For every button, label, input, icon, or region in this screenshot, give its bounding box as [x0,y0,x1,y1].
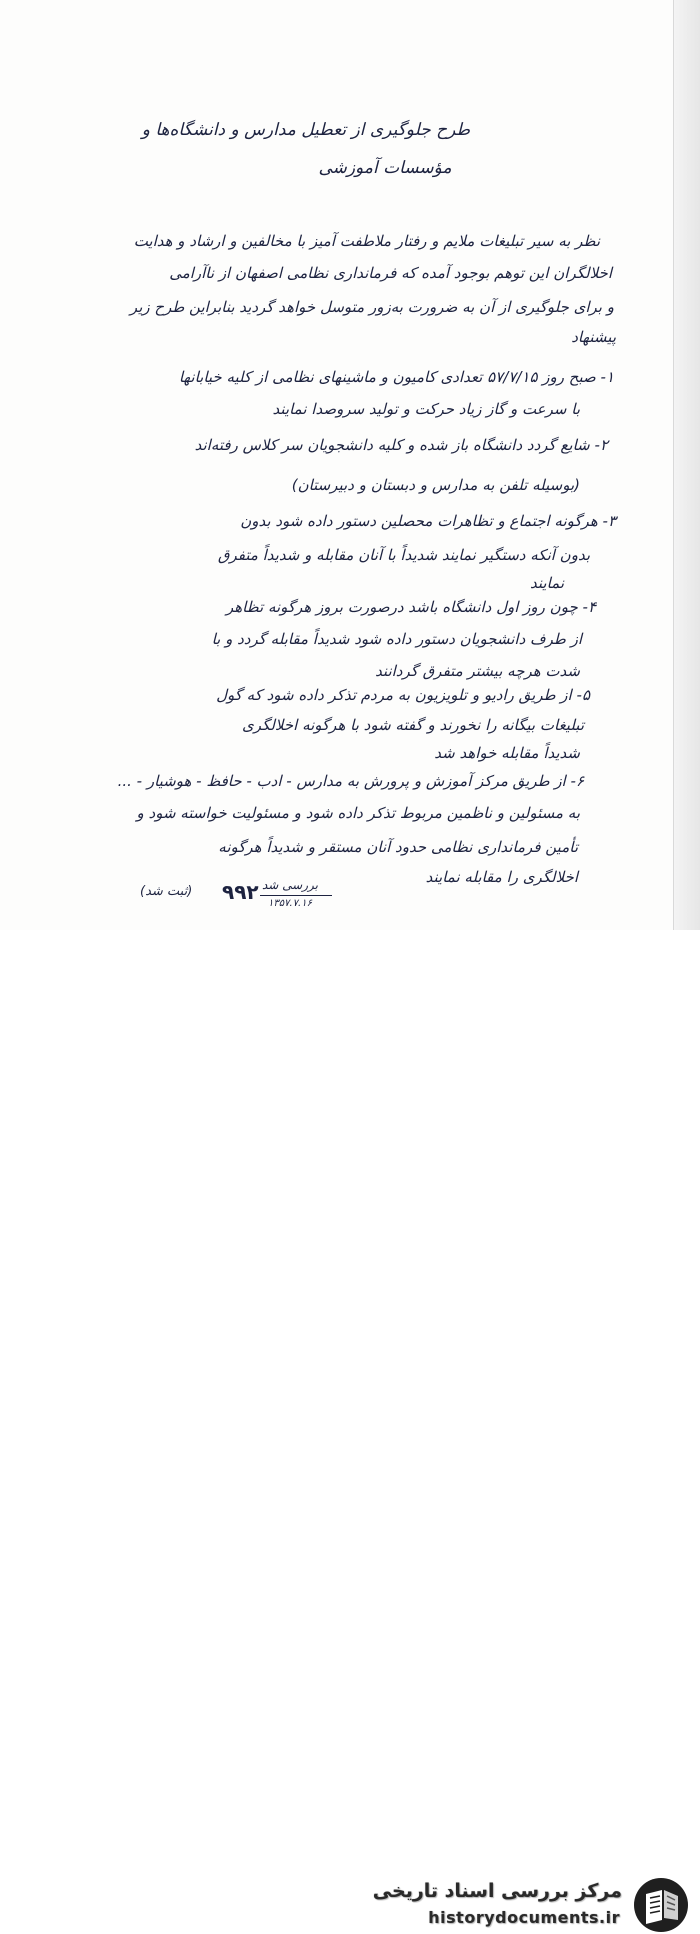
item-6-line-4: اخلالگری را مقابله نمایند [425,868,578,886]
item-number: ۵- [576,686,590,704]
item-text: صبح روز ۵۷/۷/۱۵ تعدادی کامیون و ماشینهای نظامی از کلیه خیابانها [178,368,596,386]
brand-name-persian: مرکز بررسی اسناد تاریخی [372,1880,622,1902]
book-pages-icon [632,1876,690,1934]
item-6-line-1 [118,772,584,790]
registration-note: (ثبت شد) [140,884,193,899]
scan-edge-shadow [673,0,700,930]
item-3-line-2: بدون آنکه دستگیر نمایند شدیداً با آنان مقابله و شدیداً متفرق [217,546,590,564]
item-1-line-1 [179,368,614,386]
item-5-line-1 [216,686,590,704]
item-text: هرگونه اجتماع و تظاهرات محصلین دستور داده شود بدون [240,512,598,530]
signature: بررسی شد [262,878,318,892]
item-4-line-2: از طرف دانشجویان دستور داده شود شدیداً مقابله گردد و با [211,630,582,648]
item-5-line-2: تبلیغات بیگانه را نخورند و گفته شود با هرگونه اخلالگری [242,716,584,734]
item-6-line-3: تأمین فرمانداری نظامی حدود آنان مستقر و شدیداً هرگونه [218,838,578,856]
item-number: ۳- [602,512,616,530]
item-text: از طریق رادیو و تلویزیون به مردم تذکر داده شود که گول [216,686,572,704]
intro-line-3: و برای جلوگیری از آن به ضرورت به‌زور متوسل خواهد گردید بنابراین طرح زیر [129,298,614,316]
item-3-line-1 [240,512,616,530]
item-1-line-2: با سرعت و گاز زیاد حرکت و تولید سروصدا نمایند [272,400,580,418]
item-4-line-1 [226,598,596,616]
footer-watermark [0,930,700,1927]
signature-date: ۱۳۵۷.۷.۱۶ [268,898,312,909]
item-text: چون روز اول دانشگاه باشد درصورت بروز هرگونه تظاهر [225,598,578,616]
item-text: از طریق مرکز آموزش و پرورش به مدارس - ادب - حافظ - هوشیار - ... [117,772,566,790]
intro-line-4: پیشنهاد [571,328,616,346]
item-2-line-2: (بوسیله تلفن به مدارس و دبستان و دبیرستان) [291,476,580,494]
item-6-line-2: به مسئولین و ناظمین مربوط تذکر داده شود و مسئولیت خواسته شود و [136,804,580,822]
item-number: ۴- [582,598,596,616]
signature-underline [260,895,332,896]
item-text: شایع گردد دانشگاه باز شده و کلیه دانشجویان سر کلاس رفته‌اند [194,436,590,454]
registration-number: ۹۹۲ [222,880,259,904]
item-number: ۲- [594,436,608,454]
brand-url: historydocuments.ir [428,1908,620,1927]
document-title-line-2: مؤسسات آموزشی [318,158,452,178]
item-3-line-3: نمایند [530,574,564,592]
item-2-line-1 [195,436,608,454]
intro-line-1: نظر به سیر تبلیغات ملایم و رفتار ملاطفت آمیز با مخالفین و ارشاد و هدایت [133,232,600,250]
item-4-line-3: شدت هرچه بیشتر متفرق گردانند [375,662,580,680]
item-number: ۶- [570,772,584,790]
document-title-line-1: طرح جلوگیری از تعطیل مدارس و دانشگاه‌ها و [141,120,470,140]
item-number: ۱- [600,368,614,386]
intro-line-2: اخلالگران این توهم بوجود آمده که فرمانداری نظامی اصفهان از ناآرامی [169,264,612,282]
item-5-line-3: شدیداً مقابله خواهد شد [434,744,580,762]
